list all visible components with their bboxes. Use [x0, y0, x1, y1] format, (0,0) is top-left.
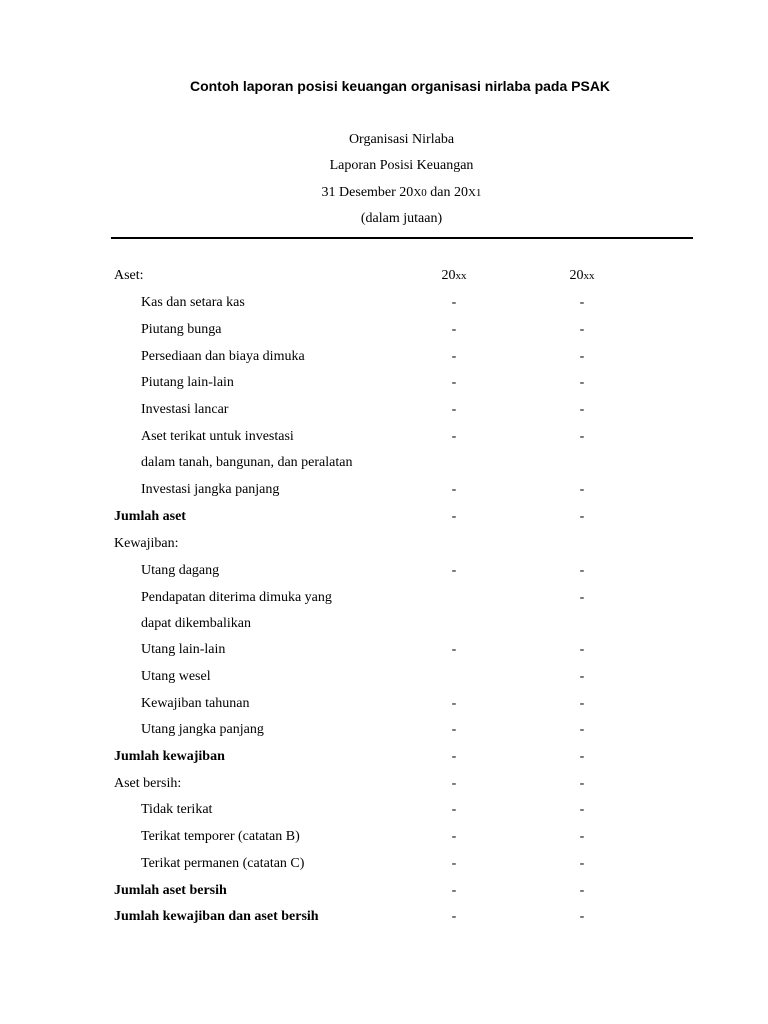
row-value-year-1: - — [451, 856, 457, 871]
period-year-1: X0 — [413, 187, 427, 199]
statement-row — [0, 827, 768, 847]
row-value-year-2: - — [579, 295, 585, 310]
row-value-year-1: - — [451, 642, 457, 657]
row-value-year-2: - — [579, 749, 585, 764]
section-label-assets: Aset: — [114, 268, 144, 283]
statement-row — [0, 667, 768, 687]
column-header-row — [0, 266, 768, 286]
row-value-year-2: - — [579, 722, 585, 737]
statement-row — [0, 561, 768, 581]
row-label: Utang dagang — [141, 563, 220, 578]
statement-row — [0, 453, 768, 473]
row-value-year-1: - — [451, 429, 457, 444]
row-label: Piutang lain-lain — [141, 375, 234, 390]
row-value-year-1: - — [451, 909, 457, 924]
row-value-year-2: - — [579, 776, 585, 791]
row-label: dalam tanah, bangunan, dan peralatan — [141, 455, 353, 470]
statement-row — [0, 588, 768, 608]
row-value-year-2: - — [579, 509, 585, 524]
row-value-year-1: - — [451, 349, 457, 364]
row-value-year-2: - — [579, 696, 585, 711]
row-value-year-2: - — [579, 375, 585, 390]
row-label: Kas dan setara kas — [141, 295, 245, 310]
row-value-year-2: - — [579, 802, 585, 817]
row-value-year-2: - — [579, 590, 585, 605]
statement-row — [0, 427, 768, 447]
period-prefix: 31 Desember 20 — [321, 185, 414, 200]
row-label: Investasi jangka panjang — [141, 482, 280, 497]
statement-row — [0, 800, 768, 820]
row-value-year-2: - — [579, 669, 585, 684]
statement-row — [0, 347, 768, 367]
row-value-year-1: - — [451, 563, 457, 578]
row-label: Aset terikat untuk investasi — [141, 429, 294, 444]
row-label: Kewajiban tahunan — [141, 696, 250, 711]
report-period — [0, 183, 768, 203]
row-value-year-1: - — [451, 482, 457, 497]
row-label: Jumlah kewajiban dan aset bersih — [114, 909, 319, 924]
row-label: Piutang bunga — [141, 322, 222, 337]
row-value-year-2: - — [579, 482, 585, 497]
row-value-year-1: - — [451, 776, 457, 791]
row-value-year-1: - — [451, 509, 457, 524]
statement-row — [0, 400, 768, 420]
row-value-year-2: - — [579, 883, 585, 898]
row-label: Utang jangka panjang — [141, 722, 264, 737]
period-year-2: X1 — [467, 187, 482, 199]
statement-row — [0, 614, 768, 634]
statement-row — [0, 640, 768, 660]
statement-row — [0, 507, 768, 527]
row-value-year-1: - — [451, 829, 457, 844]
row-label: Jumlah kewajiban — [114, 749, 225, 764]
row-value-year-2: - — [579, 429, 585, 444]
row-value-year-1: - — [451, 375, 457, 390]
row-value-year-1: - — [451, 295, 457, 310]
row-label: Utang lain-lain — [141, 642, 226, 657]
statement-row — [0, 774, 768, 794]
statement-row — [0, 747, 768, 767]
row-label: Terikat temporer (catatan B) — [141, 829, 300, 844]
row-value-year-2: - — [579, 402, 585, 417]
row-value-year-1: - — [451, 722, 457, 737]
row-value-year-1: - — [451, 883, 457, 898]
row-label: Jumlah aset bersih — [114, 883, 227, 898]
row-label: Pendapatan diterima dimuka yang — [141, 590, 332, 605]
statement-row — [0, 854, 768, 874]
period-mid: dan 20 — [426, 185, 468, 200]
row-label: Investasi lancar — [141, 402, 229, 417]
row-value-year-2: - — [579, 829, 585, 844]
organization-name: Organisasi Nirlaba — [348, 132, 455, 147]
statement-row — [0, 720, 768, 740]
document-title: Contoh laporan posisi keuangan organisasi nirlaba pada PSAK — [189, 78, 611, 94]
row-label: dapat dikembalikan — [141, 616, 252, 631]
statement-row — [0, 881, 768, 901]
row-value-year-2: - — [579, 349, 585, 364]
header-divider — [111, 237, 693, 239]
report-name: Laporan Posisi Keuangan — [329, 158, 474, 173]
row-label: Kewajiban: — [114, 536, 179, 551]
statement-row — [0, 694, 768, 714]
row-value-year-2: - — [579, 642, 585, 657]
row-label: Persediaan dan biaya dimuka — [141, 349, 305, 364]
row-label: Jumlah aset — [114, 509, 186, 524]
row-label: Terikat permanen (catatan C) — [141, 856, 305, 871]
statement-row — [0, 534, 768, 554]
row-value-year-1: - — [451, 696, 457, 711]
row-value-year-1: - — [451, 402, 457, 417]
row-value-year-2: - — [579, 563, 585, 578]
statement-row — [0, 293, 768, 313]
row-value-year-2: - — [579, 322, 585, 337]
row-value-year-2: - — [579, 909, 585, 924]
statement-row — [0, 480, 768, 500]
row-label: Tidak terikat — [141, 802, 213, 817]
statement-row — [0, 907, 768, 927]
row-label: Aset bersih: — [114, 776, 182, 791]
column-header-year-2: 20xx — [569, 268, 595, 283]
row-value-year-1: - — [451, 802, 457, 817]
statement-row — [0, 320, 768, 340]
row-value-year-2: - — [579, 856, 585, 871]
column-header-year-1: 20xx — [441, 268, 467, 283]
row-value-year-1: - — [451, 322, 457, 337]
row-value-year-1: - — [451, 749, 457, 764]
row-label: Utang wesel — [141, 669, 211, 684]
report-unit: (dalam jutaan) — [360, 211, 443, 226]
statement-row — [0, 373, 768, 393]
